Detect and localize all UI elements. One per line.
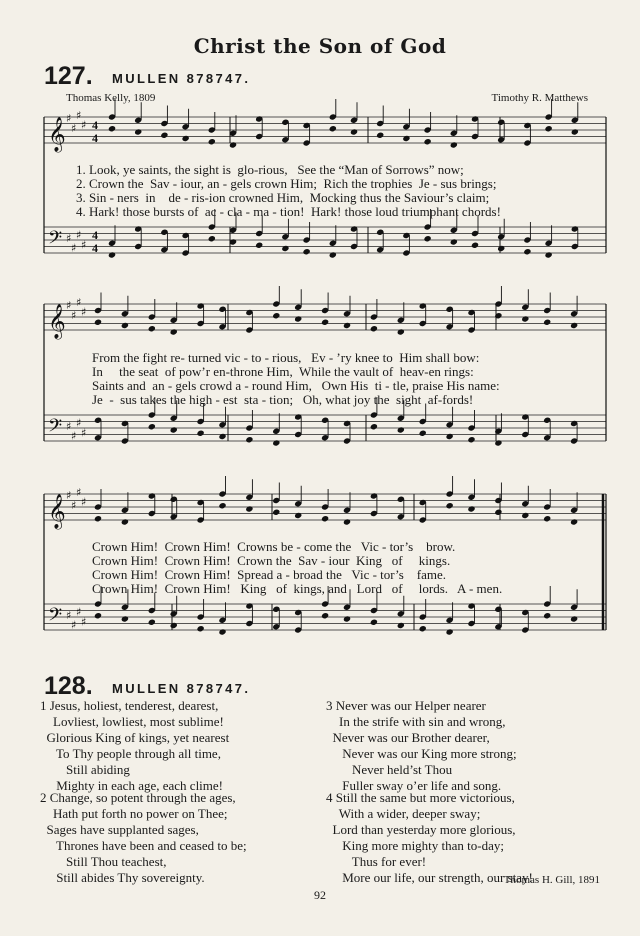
note-head [521,315,529,322]
note-head [303,248,311,255]
note-head [545,125,553,132]
note-head [121,615,129,622]
hymn-128-tune: MULLEN 878747. [112,681,251,696]
note-head [272,312,280,319]
treble-clef-icon: 𝄞 [48,494,66,529]
sharp-icon: ♯ [76,295,82,309]
sharp-icon: ♯ [76,228,82,242]
sharp-icon: ♯ [71,241,77,255]
hymn-128-stanza-4: 4 Still the same but more victorious, With a wider, deeper sway; Lord than yesterday more glorious, King more mighty than to-day; Thus for ever! More our life, our strength, our stay! [326,790,533,885]
lyric-sys1-line3: 3. Sin - ners in de - ris-ion crowned Him, Mocking thus the Saviour’s claim; [76,190,490,205]
note-head [94,515,102,522]
sharp-icon: ♯ [71,429,77,443]
hymn-127-composer: Timothy R. Matthews [491,92,588,104]
time-signature-bottom: 4 [92,241,98,255]
note-head [419,430,427,437]
note-head [148,423,156,430]
note-head [376,132,384,139]
note-head [370,325,378,332]
note-head [446,628,454,635]
note-head [321,515,329,522]
note-head [294,315,302,322]
treble-clef-icon: 𝄞 [48,304,66,339]
note-head [170,622,178,629]
note-head [208,235,216,242]
note-head [197,625,205,632]
note-head [446,433,454,440]
note-head [397,622,405,629]
hymn-128-author: Thomas H. Gill, 1891 [503,874,600,886]
note-head [543,612,551,619]
note-head [148,619,156,626]
note-head [494,509,502,516]
note-head [370,423,378,430]
note-head [571,128,579,135]
bass-clef-icon: 𝄢 [48,228,63,253]
note-head [570,322,578,329]
lyric-sys1-line4: 4. Hark! those bursts of ac - cla - ma - tion! Hark! those loud triumphant chords! [76,204,501,219]
lyric-sys3-line2: Crown Him! Crown Him! Crown the Sav - iour King of kings. [92,553,451,568]
sharp-icon: ♯ [76,485,82,499]
note-head [402,135,410,142]
sharp-icon: ♯ [76,605,82,619]
note-head [208,138,216,145]
sharp-icon: ♯ [71,308,77,322]
time-signature-bottom: 4 [92,131,98,145]
note-head [321,319,329,326]
note-head [446,502,454,509]
note-head [134,128,142,135]
note-head [343,615,351,622]
note-head [424,235,432,242]
note-head [272,439,280,446]
note-head [255,242,263,249]
note-head [343,322,351,329]
note-head [397,328,405,335]
sharp-icon: ♯ [71,121,77,135]
note-head [218,502,226,509]
bass-clef-icon: 𝄢 [48,605,63,630]
hymn-128-number: 128. [44,672,93,700]
sharp-icon: ♯ [81,426,87,440]
sharp-icon: ♯ [66,608,72,622]
note-head [545,251,553,258]
hymn-128-stanza-3: 3 Never was our Helper nearer In the strife with sin and wrong, Never was our Brother dearer, Never was our King more strong; Never held’st Thou Fuller sway o’er life and song. [326,698,517,793]
note-head [182,135,190,142]
note-head [397,426,405,433]
note-head [370,619,378,626]
note-head [424,138,432,145]
note-head [471,242,479,249]
sharp-icon: ♯ [66,419,72,433]
lyric-sys3-line1: Crown Him! Crown Him! Crowns be - come the Vic - tor’s brow. [92,539,456,554]
note-head [321,612,329,619]
note-head [245,436,253,443]
note-head [170,426,178,433]
sharp-icon: ♯ [71,498,77,512]
sharp-icon: ♯ [81,238,87,252]
sharp-icon: ♯ [71,618,77,632]
note-head [94,612,102,619]
note-head [148,325,156,332]
note-head [108,251,116,258]
note-head [160,132,168,139]
lyric-sys1-line1: 1. Look, ye saints, the sight is glo-rious, See the “Man of Sorrows” now; [76,162,464,177]
sharp-icon: ♯ [76,108,82,122]
note-head [329,251,337,258]
note-head [521,512,529,519]
note-head [281,245,289,252]
sharp-icon: ♯ [81,495,87,509]
note-head [294,512,302,519]
sharp-icon: ♯ [66,112,72,125]
hymn-128-stanza-2: 2 Change, so potent through the ages, Hath put forth no power on Thee; Sages have supplanted sages, Thrones have been and ceased to be; Still Thou teachest, Still abides Thy sovereignty. [40,790,247,885]
note-head [218,433,226,440]
note-head [121,518,129,525]
lyric-sys3-line3: Crown Him! Crown Him! Spread a - broad the Vic - tor’s fame. [92,567,446,582]
sharp-icon: ♯ [81,615,87,629]
note-head [497,245,505,252]
lyric-sys2-line1: From the fight re- turned vic - to - rious, Ev - ’ry knee to Him shall bow: [92,350,480,365]
hymn-127-author: Thomas Kelly, 1809 [66,92,156,104]
page-number: 92 [314,888,326,902]
note-head [245,505,253,512]
sharp-icon: ♯ [66,299,72,312]
time-signature-top: 4 [92,228,98,242]
lyric-sys2-line4: Je - sus takes the high - est sta - tion; Oh, what joy the sight af-fords! [92,392,474,407]
note-head [450,141,458,148]
section-title: Christ the Son of God [193,34,447,58]
sharp-icon: ♯ [66,489,72,502]
note-head [121,322,129,329]
note-head [94,319,102,326]
lyric-sys2-line2: In the seat of pow’r en-throne Him, While the vault of heav-en rings: [92,364,474,379]
note-head [272,509,280,516]
note-head [108,125,116,132]
note-head [329,125,337,132]
sharp-icon: ♯ [66,231,72,245]
note-head [570,615,578,622]
note-head [350,128,358,135]
sharp-icon: ♯ [81,118,87,132]
note-head [450,238,458,245]
note-head [543,319,551,326]
lyric-sys1-line2: 2. Crown the Sav - iour, an - gels crown Him; Rich the trophies Je - sus brings; [76,176,497,191]
bass-clef-icon: 𝄢 [48,416,63,441]
time-signature-top: 4 [92,118,98,132]
note-head [419,625,427,632]
note-head [523,248,531,255]
sharp-icon: ♯ [76,416,82,430]
lyric-sys2-line3: Saints and an - gels crowd a - round Him, Own His ti - tle, praise His name: [92,378,500,393]
note-head [543,515,551,522]
lyric-sys3-line4: Crown Him! Crown Him! King of kings, and Lord of lords. A - men. [92,581,503,596]
note-head [170,328,178,335]
note-head [197,430,205,437]
hymn-127-tune: MULLEN 878747. [112,71,251,86]
hymn-127-number: 127. [44,62,93,90]
note-head [343,518,351,525]
sharp-icon: ♯ [81,305,87,319]
note-head [467,505,475,512]
treble-clef-icon: 𝄞 [48,117,66,152]
note-head [467,436,475,443]
hymn-128-stanza-1: 1 Jesus, holiest, tenderest, dearest, Lovliest, lowliest, most sublime! Glorious King of kings, yet nearest To Thy people through all time, Still abiding Mighty in each age, each clime! [40,698,230,793]
note-head [570,518,578,525]
note-head [218,628,226,635]
